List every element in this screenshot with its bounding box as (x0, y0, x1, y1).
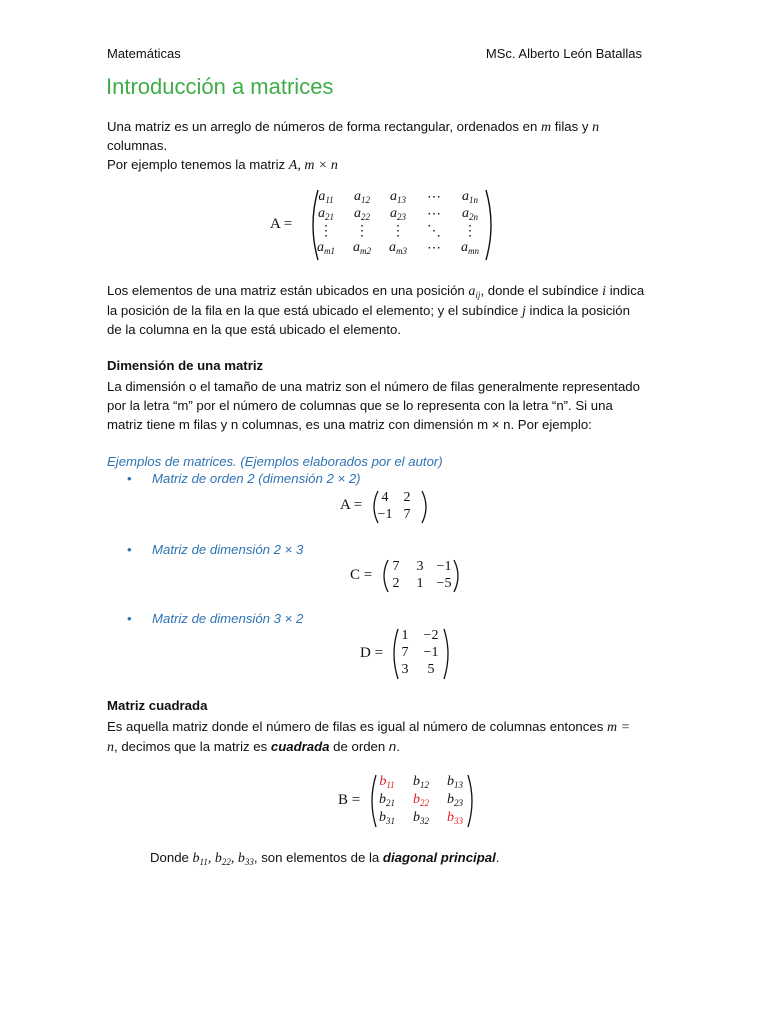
example-c-cell-2-3: −5 (436, 576, 452, 591)
example-d-right-paren (442, 627, 454, 681)
square-text-2: , decimos que la matriz es (114, 739, 271, 754)
matrix-a-cell-4-1: $a_{m1}$ (317, 240, 335, 256)
examples-heading: Ejemplos de matrices. (Ejemplos elaborados por el autor) (107, 454, 443, 469)
matrix-b-cell-1-2: $b_{12}$ (413, 774, 429, 790)
intro-n: n (592, 120, 600, 135)
matrix-b-cell-1-1: $b_{11}$ (379, 774, 395, 790)
square-n: n (107, 740, 114, 755)
diagonal-text-2: , son elementos de la (253, 850, 383, 865)
intro-example-math: A, m × n (288, 158, 338, 173)
intro-line-2: columnas. (107, 138, 168, 153)
matrix-b-cell-2-2: $b_{22}$ (413, 792, 429, 808)
example-d-cell-3-1: 3 (401, 662, 409, 677)
matrix-b-cell-2-1: $b_{21}$ (379, 792, 395, 808)
matrix-a-cell-3-2: ⋮ (355, 224, 369, 239)
intro-text: Una matriz es un arreglo de números de forma rectangular, ordenados en (107, 119, 541, 134)
intro-example-text: Por ejemplo tenemos la matriz (107, 157, 289, 172)
matrix-a-cell-1-2: $a_{12}$ (354, 189, 370, 205)
example-1-label: Matriz de orden 2 (dimensión 2 × 2) (152, 471, 361, 486)
matrix-b-cell-3-2: $b_{32}$ (413, 810, 429, 826)
matrix-a-cell-2-1: $a_{21}$ (318, 206, 334, 222)
dimension-line-3: matriz tiene m filas y n columnas, es una matriz con dimensión m × n. Por ejemplo: (107, 417, 592, 432)
matrix-a-cell-1-3: $a_{13}$ (390, 189, 406, 205)
diagonal-principal: diagonal principal (382, 850, 496, 865)
diagonal-elements: $b_{11}$, $b_{22}$, $b_{33}$ (192, 851, 254, 867)
dimension-heading: Dimensión de una matriz (107, 358, 264, 373)
page-title: Introducción a matrices (106, 74, 334, 99)
example-d-lhs: D = (360, 645, 384, 661)
example-a-lhs: A = (340, 497, 363, 513)
matrix-a-cell-1-4: ⋯ (427, 190, 441, 205)
square-text-1: Es aquella matriz donde el número de filas es igual al número de columnas entonces (107, 719, 607, 734)
matrix-a-cell-4-2: $a_{m2}$ (353, 240, 371, 256)
elements-text-5: indica la posición (525, 303, 630, 318)
header-author: MSc. Alberto León Batallas (485, 46, 642, 61)
square-line-1 (107, 717, 662, 737)
example-d-cell-1-1: 1 (401, 628, 409, 643)
bullet-1: • (127, 471, 132, 486)
elements-i: i (602, 284, 607, 299)
bullet-3: • (127, 611, 132, 626)
elements-aij: $a_{ij}$ (468, 284, 481, 300)
example-3-label: Matriz de dimensión 3 × 2 (152, 611, 304, 626)
example-c-lhs: C = (350, 567, 373, 583)
example-c-cell-1-1: 7 (392, 559, 400, 574)
example-d-cell-2-1: 7 (401, 645, 409, 660)
matrix-a-cell-2-2: $a_{22}$ (354, 206, 370, 222)
example-d-cell-1-2: −2 (423, 628, 439, 643)
example-a-cell-2-2: 7 (403, 507, 411, 522)
matrix-a-cell-3-1: ⋮ (319, 224, 333, 239)
example-a-cell-1-1: 4 (381, 490, 389, 505)
intro-line-3 (107, 155, 662, 175)
example-2-label: Matriz de dimensión 2 × 3 (152, 542, 304, 557)
example-a-right-paren (420, 489, 432, 525)
matrix-a-lhs: A = (270, 216, 293, 232)
square-text-3: de orden (329, 739, 389, 754)
matrix-a-cell-4-5: $a_{mn}$ (461, 240, 479, 256)
matrix-a-cell-2-3: $a_{23}$ (390, 206, 406, 222)
intro-m: m (540, 120, 552, 135)
matrix-b-lhs: B = (338, 792, 361, 808)
matrix-b-cell-1-3: $b_{13}$ (447, 774, 463, 790)
dimension-line-1: La dimensión o el tamaño de una matriz son el número de filas generalmente representado (107, 379, 640, 394)
matrix-a-cell-3-3: ⋮ (391, 224, 405, 239)
diagonal-line (150, 848, 705, 872)
example-matrix-c (378, 558, 462, 594)
example-d-cell-2-2: −1 (423, 645, 439, 660)
matrix-a-cell-2-4: ⋯ (427, 207, 441, 222)
header-subject: Matemáticas (107, 46, 181, 61)
example-d-cell-3-2: 5 (427, 662, 435, 677)
matrix-b-square (366, 773, 478, 829)
example-matrix-a (368, 489, 428, 525)
matrix-b-right-paren (466, 773, 478, 829)
example-c-cell-2-1: 2 (392, 576, 400, 591)
matrix-a-right-paren (484, 188, 498, 262)
matrix-a-cell-3-5: ⋮ (463, 224, 477, 239)
square-order-n: n (388, 739, 397, 754)
square-m-eq: m = (606, 720, 631, 735)
elements-text-2: , donde el subíndice (480, 283, 603, 298)
example-a-cell-2-1: −1 (377, 507, 393, 522)
matrix-a-cell-2-5: $a_{2n}$ (462, 206, 478, 222)
matrix-a-cell-4-4: ⋯ (427, 241, 441, 256)
example-c-cell-2-2: 1 (416, 576, 424, 591)
dimension-line-2: por la letra “m” por el número de columnas que se lo representa con la letra “n”. Si una (107, 398, 613, 413)
matrix-b-cell-3-1: $b_{31}$ (379, 810, 395, 826)
square-line-2 (107, 737, 662, 757)
intro-text-2: filas y (551, 119, 593, 134)
elements-j: j (521, 304, 526, 319)
matrix-a-cell-1-1: $a_{11}$ (318, 189, 334, 205)
square-heading: Matriz cuadrada (107, 698, 208, 713)
matrix-b-cell-3-3: $b_{33}$ (447, 810, 463, 826)
elements-text-1: Los elementos de una matriz están ubicados en una posición (107, 283, 469, 298)
matrix-a-cell-4-3: $a_{m3}$ (389, 240, 407, 256)
example-a-cell-1-2: 2 (403, 490, 411, 505)
diagonal-text-1: Donde (150, 850, 193, 865)
square-cuadrada: cuadrada (270, 739, 330, 754)
elements-text-4: la posición de la fila en la que está ubicado el elemento; y el subíndice (107, 303, 522, 318)
intro-line-1 (107, 117, 662, 137)
elements-text-3: indica (606, 283, 645, 298)
matrix-a-general (306, 188, 496, 262)
example-c-right-paren (452, 558, 464, 594)
elements-line-3: de la columna en la que está ubicado el elemento. (107, 322, 401, 337)
square-period: . (396, 739, 400, 754)
example-c-cell-1-2: 3 (416, 559, 424, 574)
elements-line-2 (107, 301, 662, 321)
bullet-2: • (127, 542, 132, 557)
matrix-a-cell-3-4: ⋱ (427, 224, 441, 239)
diagonal-period: . (495, 850, 500, 865)
matrix-b-cell-2-3: $b_{23}$ (447, 792, 463, 808)
matrix-a-cell-1-5: $a_{1n}$ (462, 189, 478, 205)
example-c-cell-1-3: −1 (436, 559, 452, 574)
